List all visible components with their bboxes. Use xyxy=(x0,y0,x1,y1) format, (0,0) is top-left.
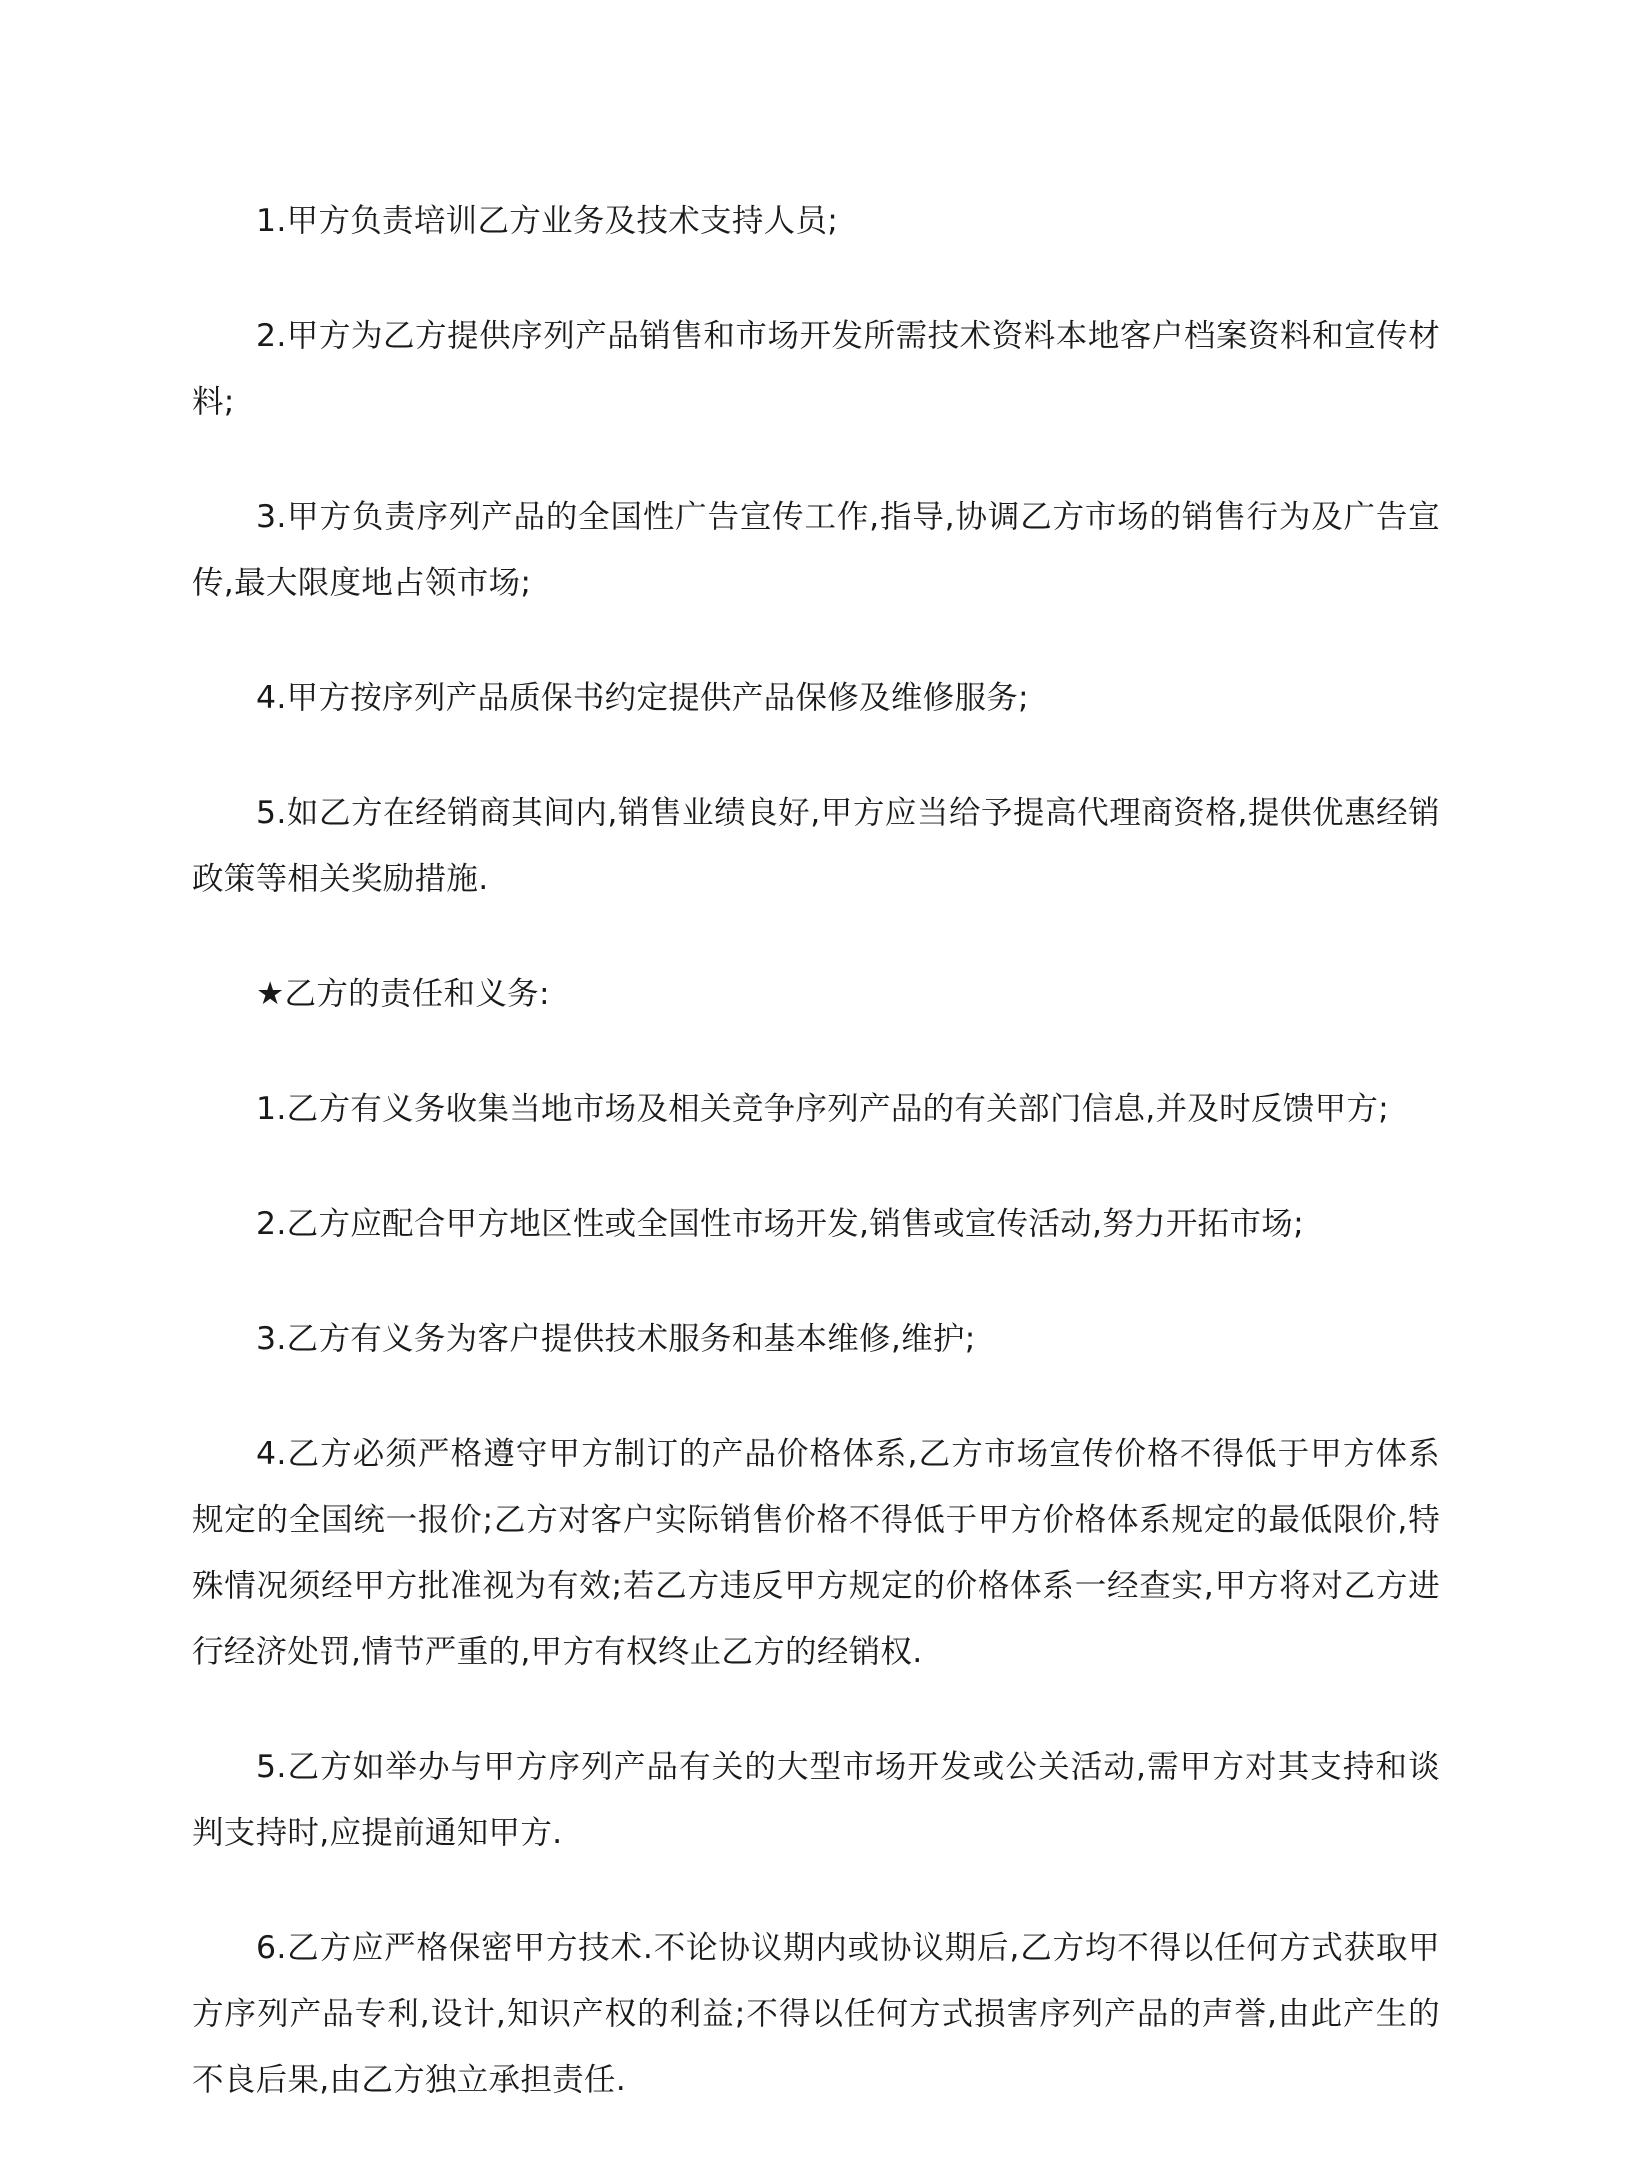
paragraph-party-a-materials: 2.甲方为乙方提供序列产品销售和市场开发所需技术资料本地客户档案资料和宣传材料; xyxy=(192,318,1440,420)
paragraph-party-b-market-info: 1.乙方有义务收集当地市场及相关竞争序列产品的有关部门信息,并及时反馈甲方; xyxy=(256,1091,1390,1127)
paragraph-party-b-cooperation: 2.乙方应配合甲方地区性或全国性市场开发,销售或宣传活动,努力开拓市场; xyxy=(256,1206,1304,1242)
paragraph-party-a-training: 1.甲方负责培训乙方业务及技术支持人员; xyxy=(256,203,839,239)
paragraph-party-a-incentives: 5.如乙方在经销商其间内,销售业绩良好,甲方应当给予提高代理商资格,提供优惠经销政策等相关奖励措施. xyxy=(192,795,1440,897)
paragraph-party-a-advertising: 3.甲方负责序列产品的全国性广告宣传工作,指导,协调乙方市场的销售行为及广告宣传,最大限度地占领市场; xyxy=(192,499,1440,601)
section-heading-party-b: ★乙方的责任和义务: xyxy=(256,976,550,1012)
document-body xyxy=(192,188,1440,2162)
paragraph-party-b-service: 3.乙方有义务为客户提供技术服务和基本维修,维护; xyxy=(256,1321,976,1357)
paragraph-party-b-pricing: 4.乙方必须严格遵守甲方制订的产品价格体系,乙方市场宣传价格不得低于甲方体系规定的全国统一报价;乙方对客户实际销售价格不得低于甲方价格体系规定的最低限价,特殊情况须经甲方批准视为有效;若乙方违反甲方规定的价格体系一经查实,甲方将对乙方进行经济处罚,情节严重的,甲方有权终止乙方的经销权. xyxy=(192,1436,1440,1670)
paragraph-party-a-warranty: 4.甲方按序列产品质保书约定提供产品保修及维修服务; xyxy=(256,680,1029,716)
paragraph-party-b-confidentiality: 6.乙方应严格保密甲方技术.不论协议期内或协议期后,乙方均不得以任何方式获取甲方序列产品专利,设计,知识产权的利益;不得以任何方式损害序列产品的声誉,由此产生的不良后果,由乙方独立承担责任. xyxy=(192,1930,1440,2098)
paragraph-party-b-events: 5.乙方如举办与甲方序列产品有关的大型市场开发或公关活动,需甲方对其支持和谈判支持时,应提前通知甲方. xyxy=(192,1749,1440,1851)
